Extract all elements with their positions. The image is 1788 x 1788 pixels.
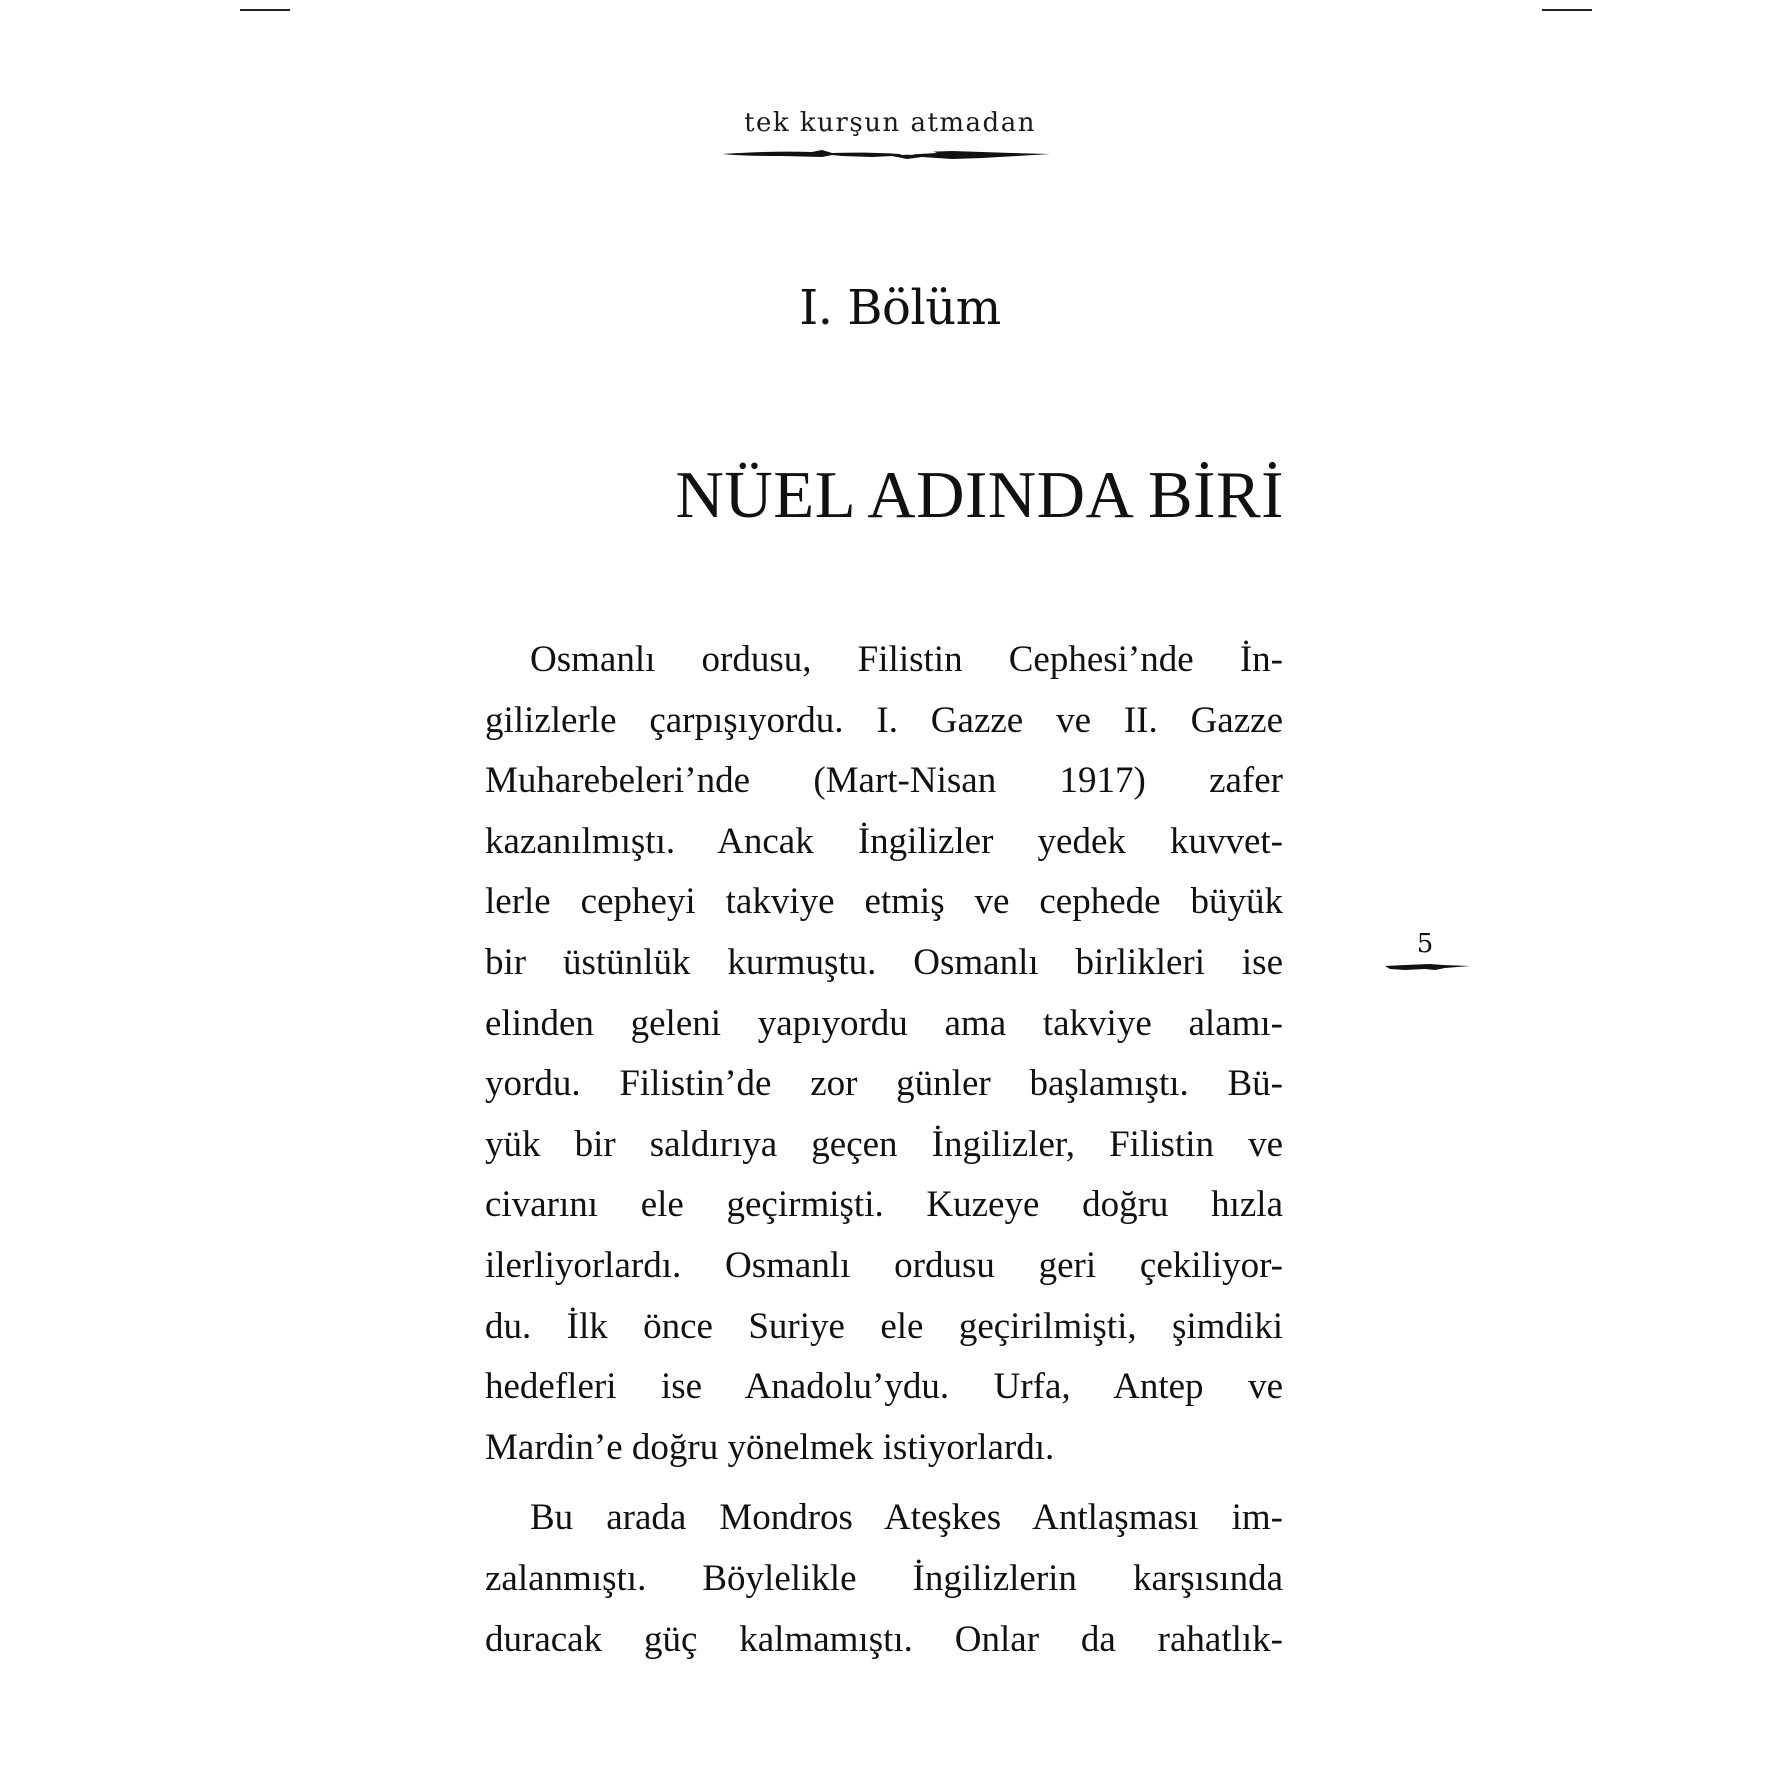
- chapter-title: NÜEL ADINDA BİRİ: [675, 458, 1284, 532]
- text-line: duracak güç kalmamıştı. Onlar da rahatlık-: [485, 1618, 1283, 1660]
- crop-mark-left: [240, 9, 290, 11]
- paragraph: [485, 1488, 1283, 1670]
- text-line: lerle cepheyi takviye etmiş ve cephede büyük: [485, 881, 1283, 923]
- text-line: Mardin’e doğru yönelmek istiyorlardı.: [485, 1426, 1055, 1468]
- page-number-block: [1385, 930, 1475, 958]
- text-line: gilizlerle çarpışıyordu. I. Gazze ve II. Gazze: [485, 699, 1283, 741]
- crop-mark-right: [1542, 9, 1592, 11]
- text-line: yük bir saldırıya geçen İngilizler, Filistin ve: [485, 1123, 1283, 1165]
- paragraph: [485, 630, 1283, 1478]
- text-line: elinden geleni yapıyordu ama takviye alamı-: [485, 1002, 1283, 1044]
- page-number-brush-stroke-icon: [1385, 962, 1470, 972]
- brush-stroke-underline-icon: [722, 147, 1050, 161]
- chapter-label: I. Bölüm: [799, 280, 1001, 336]
- text-line: ilerliyorlardı. Osmanlı ordusu geri çekiliyor-: [485, 1244, 1283, 1286]
- paragraph-gap: [485, 1478, 1283, 1488]
- text-line: bir üstünlük kurmuştu. Osmanlı birlikleri ise: [485, 941, 1283, 983]
- page-number: 5: [1416, 929, 1434, 959]
- text-line: zalanmıştı. Böylelikle İngilizlerin karşısında: [485, 1557, 1283, 1599]
- body-text: [485, 630, 1283, 1670]
- text-line: du. İlk önce Suriye ele geçirilmişti, şimdiki: [485, 1305, 1283, 1347]
- running-header: [720, 108, 1060, 138]
- text-line: Muharebeleri’nde (Mart-Nisan 1917) zafer: [485, 760, 1283, 802]
- running-header-title: tek kurşun atmadan: [744, 108, 1036, 138]
- text-line: kazanılmıştı. Ancak İngilizler yedek kuvvet-: [485, 820, 1283, 862]
- text-line: Osmanlı ordusu, Filistin Cephesi’nde İn-: [530, 639, 1283, 680]
- text-line: Bu arada Mondros Ateşkes Antlaşması im-: [530, 1497, 1283, 1539]
- text-line: civarını ele geçirmişti. Kuzeye doğru hızla: [485, 1184, 1283, 1226]
- text-line: hedefleri ise Anadolu’ydu. Urfa, Antep ve: [485, 1366, 1283, 1408]
- text-line: yordu. Filistin’de zor günler başlamıştı. Bü-: [485, 1063, 1283, 1105]
